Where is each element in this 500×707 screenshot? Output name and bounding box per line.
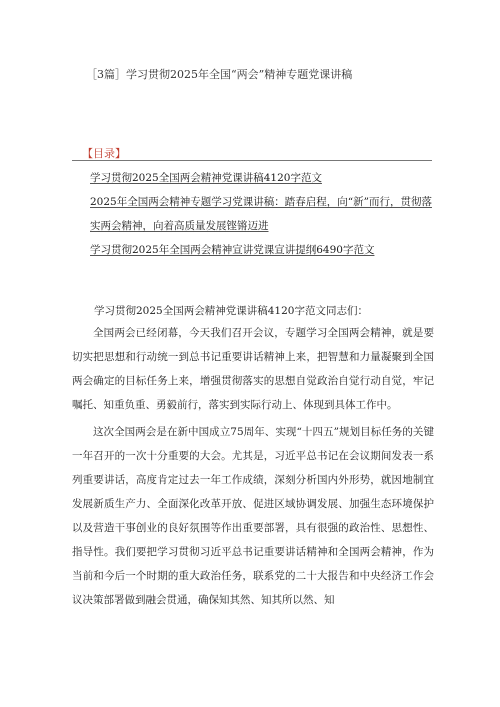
toc-item-2[interactable]: 2025年全国两会精神专题学习党课讲稿：踏春启程，向“新”而行，贯彻落实两会精神，向着高质量发展铿锵迈进: [90, 196, 432, 232]
paragraph-1: 全国两会已经闭幕，今天我们召开会议，专题学习全国两会精神，就是要切实把思想和行动统一到总书记重要讲话精神上来，把智慧和力量凝聚到全国两会确定的目标任务上来，增强贯彻落实的思想自觉政治自觉行动自觉，牢记嘱托、知重负重、勇毅前行，落实到实际行动上、体现到具体工作中。: [72, 327, 434, 411]
document-title: ［3篇］学习贯彻2025年全国“两会”精神专题党课讲稿: [86, 68, 353, 81]
toc-item-3[interactable]: 学习贯彻2025年全国两会精神宣讲党课宣讲提纲6490字范文: [90, 244, 375, 256]
speech-body: [72, 321, 434, 615]
paragraph-2: 这次全国两会是在新中国成立75周年、实现“十四五”规划目标任务的关键一年召开的一次十分重要的大会。尤其是，习近平总书记在会议期间发表一系列重要讲话，高度肯定过去一年工作成绩，深刻分析国内外形势，就因地制宜发展新质生产力、全面深化改革开放、促进区域协调发展、加强生态环境保护以及营造干事创业的良好氛围等作出重要部署，具有很强的政治性、思想性、指导性。我们要把学习贯彻习近平总书记重要讲话精神和全国两会精神，作为当前和今后一个时期的重大政治任务，联系党的二十大报告和中央经济工作会议决策部署做到融会贯通，确保知其然、知其所以然、知: [72, 426, 434, 606]
toc-divider: [72, 160, 432, 161]
speech-salutation: 学习贯彻2025全国两会精神党课讲稿4120字范文同志们：: [94, 305, 368, 317]
toc-list: [90, 166, 435, 262]
toc-item-1[interactable]: 学习贯彻2025全国两会精神党课讲稿4120字范文: [90, 172, 322, 184]
toc-header: 【目录】: [82, 147, 126, 160]
